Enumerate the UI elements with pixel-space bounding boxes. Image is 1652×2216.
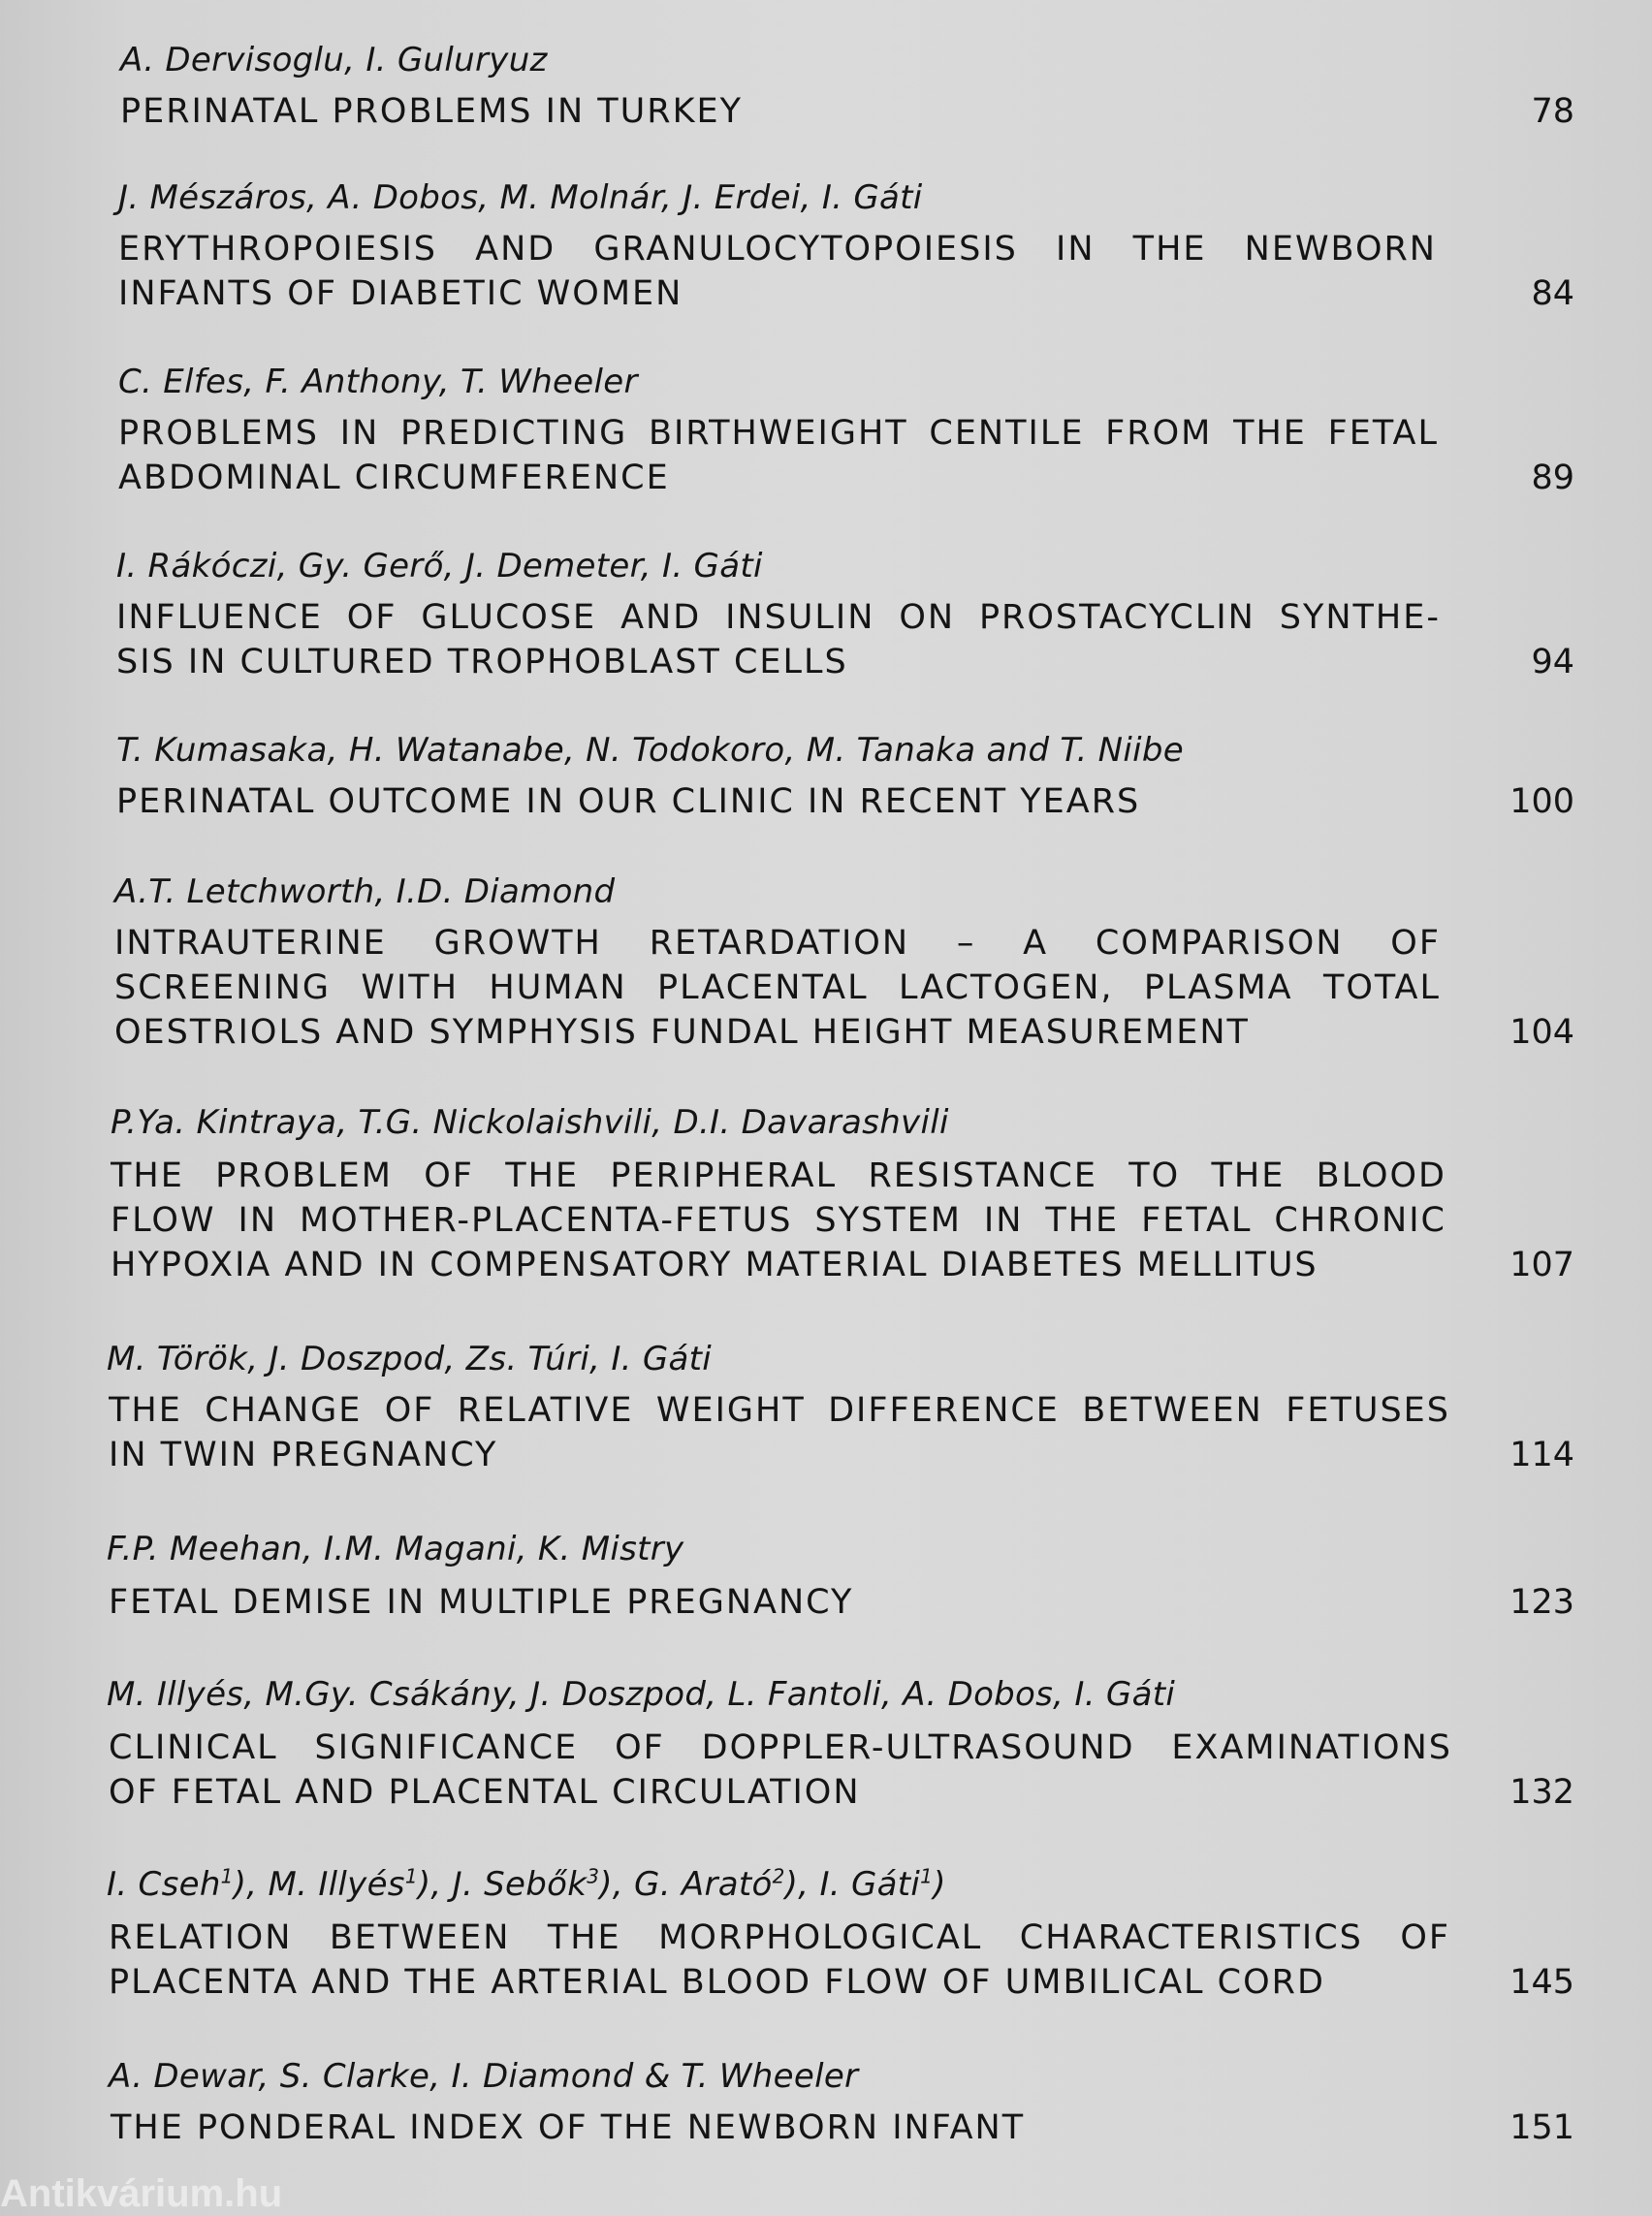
entry-page-number: 94: [1531, 643, 1574, 681]
entry-title-line: FLOW IN MOTHER-PLACENTA-FETUS SYSTEM IN THE FETAL CHRONIC: [111, 1201, 1446, 1240]
entry-page-number: 78: [1531, 92, 1574, 131]
entry-title-line: SIS IN CULTURED TROPHOBLAST CELLS: [116, 643, 848, 681]
affiliation-mark: 2: [772, 1864, 785, 1888]
entry-authors: A.T. Letchworth, I.D. Diamond: [114, 872, 616, 911]
entry-page-number: 107: [1509, 1246, 1574, 1284]
author-name: I. Cseh: [107, 1865, 221, 1904]
author-name: ), M. Illyés: [233, 1865, 405, 1904]
entry-page-number: 100: [1509, 782, 1574, 821]
entry-page-number: 84: [1531, 274, 1574, 313]
entry-title-line: THE PROBLEM OF THE PERIPHERAL RESISTANCE TO THE BLOOD: [111, 1156, 1446, 1195]
entry-authors: C. Elfes, F. Anthony, T. Wheeler: [118, 363, 638, 401]
entry-title-line: OF FETAL AND PLACENTAL CIRCULATION: [109, 1773, 861, 1812]
entry-page-number: 114: [1509, 1436, 1574, 1474]
entry-authors: T. Kumasaka, H. Watanabe, N. Todokoro, M. Tanaka and T. Niibe: [116, 731, 1185, 770]
author-name: ), G. Arató: [599, 1865, 773, 1904]
entry-authors: J. Mészáros, A. Dobos, M. Molnár, J. Erdei, I. Gáti: [118, 178, 923, 217]
entry-page-number: 132: [1509, 1773, 1574, 1812]
entry-page-number: 104: [1509, 1013, 1574, 1052]
entry-title-line: SCREENING WITH HUMAN PLACENTAL LACTOGEN, PLASMA TOTAL: [114, 968, 1441, 1007]
entry-authors: M. Illyés, M.Gy. Csákány, J. Doszpod, L. Fantoli, A. Dobos, I. Gáti: [107, 1675, 1176, 1714]
entry-page-number: 89: [1531, 459, 1574, 497]
entry-authors: A. Dewar, S. Clarke, I. Diamond & T. Wheeler: [109, 2057, 859, 2096]
entry-authors: A. Dervisoglu, I. Guluryuz: [120, 41, 548, 79]
entry-title-line: PLACENTA AND THE ARTERIAL BLOOD FLOW OF UMBILICAL CORD: [109, 1963, 1325, 2002]
affiliation-mark: 1: [404, 1864, 418, 1888]
entry-title-line: FETAL DEMISE IN MULTIPLE PREGNANCY: [109, 1583, 854, 1622]
entry-title-line: THE PONDERAL INDEX OF THE NEWBORN INFANT: [111, 2108, 1026, 2147]
affiliation-mark: 3: [587, 1864, 600, 1888]
entry-title-line: HYPOXIA AND IN COMPENSATORY MATERIAL DIABETES MELLITUS: [111, 1246, 1318, 1284]
entry-title-line: IN TWIN PREGNANCY: [109, 1436, 498, 1474]
entry-authors: I. Rákóczi, Gy. Gerő, J. Demeter, I. Gáti: [116, 547, 763, 586]
entry-title-line: RELATION BETWEEN THE MORPHOLOGICAL CHARACTERISTICS OF: [109, 1918, 1450, 1957]
author-name: ), I. Gáti: [784, 1865, 921, 1904]
entry-title-line: OESTRIOLS AND SYMPHYSIS FUNDAL HEIGHT MEASUREMENT: [114, 1013, 1250, 1052]
author-name: ): [933, 1865, 946, 1904]
affiliation-mark: 1: [920, 1864, 934, 1888]
entry-page-number: 123: [1509, 1583, 1574, 1622]
entry-authors: M. Török, J. Doszpod, Zs. Túri, I. Gáti: [107, 1340, 713, 1378]
entry-title-line: PERINATAL PROBLEMS IN TURKEY: [120, 92, 744, 131]
entry-title-line: THE CHANGE OF RELATIVE WEIGHT DIFFERENCE BETWEEN FETUSES: [109, 1391, 1450, 1430]
entry-title-line: INTRAUTERINE GROWTH RETARDATION – A COMPARISON OF: [114, 924, 1441, 963]
entry-title-line: PERINATAL OUTCOME IN OUR CLINIC IN RECENT YEARS: [116, 782, 1141, 821]
entry-title-line: ABDOMINAL CIRCUMFERENCE: [118, 459, 670, 497]
entry-page-number: 151: [1509, 2108, 1574, 2147]
entry-authors: [107, 1863, 946, 1906]
watermark: Antikvárium.hu: [0, 2172, 283, 2215]
entry-title-line: ERYTHROPOIESIS AND GRANULOCYTOPOIESIS IN THE NEWBORN: [118, 230, 1437, 269]
entry-title-line: CLINICAL SIGNIFICANCE OF DOPPLER-ULTRASOUND EXAMINATIONS: [109, 1728, 1452, 1767]
entry-authors: F.P. Meehan, I.M. Magani, K. Mistry: [107, 1530, 684, 1568]
entry-title-line: INFLUENCE OF GLUCOSE AND INSULIN ON PROSTACYCLIN SYNTHE-: [116, 598, 1441, 637]
affiliation-mark: 1: [220, 1864, 234, 1888]
entry-title-line: PROBLEMS IN PREDICTING BIRTHWEIGHT CENTILE FROM THE FETAL: [118, 414, 1439, 453]
author-name: ), J. Sebők: [417, 1865, 588, 1904]
entry-title-line: INFANTS OF DIABETIC WOMEN: [118, 274, 683, 313]
entry-authors: P.Ya. Kintraya, T.G. Nickolaishvili, D.I. Davarashvili: [111, 1103, 949, 1142]
entry-page-number: 145: [1509, 1963, 1574, 2002]
